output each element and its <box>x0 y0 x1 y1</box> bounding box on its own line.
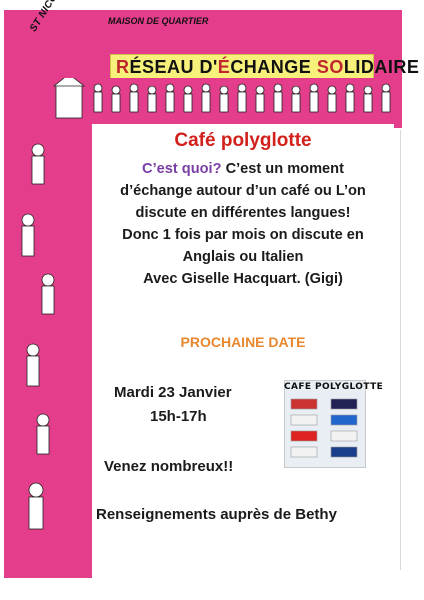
crowd-illustration <box>36 78 398 124</box>
description-line-4: Donc 1 fois par mois on discute en <box>122 227 364 243</box>
cafe-polyglotte-title: Café polyglotte <box>174 130 312 151</box>
title-segment-3: LIDAIRE <box>343 57 420 77</box>
description-line-6: Avec Giselle Hacquart. (Gigi) <box>143 271 343 287</box>
right-edge-line <box>400 130 403 570</box>
line1-rest: C’est un moment <box>221 161 344 177</box>
pink-bottom-corner <box>4 560 94 578</box>
left-figures-illustration <box>8 130 88 560</box>
network-title <box>116 57 419 78</box>
venez-text: Venez nombreux!! <box>104 458 234 475</box>
maison-de-quartier-label: MAISON DE QUARTIER <box>108 16 209 26</box>
date-text: Mardi 23 Janvier <box>114 384 232 401</box>
description-line-3: discute en différentes langues! <box>135 205 351 221</box>
question-text: C’est quoi? <box>142 161 222 177</box>
title-letter-r: R <box>116 57 130 77</box>
title-letter-e: É <box>217 57 231 77</box>
title-segment-2: CHANGE <box>230 57 317 77</box>
description-line-5: Anglais ou Italien <box>182 249 304 265</box>
title-letters-so: SO <box>316 57 344 77</box>
cafe-polyglotte-image <box>284 380 366 468</box>
title-segment-1: ÉSEAU D' <box>129 57 218 77</box>
time-text: 15h-17h <box>150 408 207 425</box>
description-line-1 <box>92 158 394 180</box>
next-date-heading: PROCHAINE DATE <box>180 334 306 350</box>
description-text <box>92 158 394 290</box>
cafe-polyglotte-image-label: CAFE POLYGLOTTE <box>284 382 384 392</box>
description-line-2: d’échange autour d’un café ou L’on <box>120 183 366 199</box>
content-panel <box>92 124 394 580</box>
cups-stack-icon <box>285 381 365 467</box>
contact-text: Renseignements auprès de Bethy <box>96 506 337 523</box>
